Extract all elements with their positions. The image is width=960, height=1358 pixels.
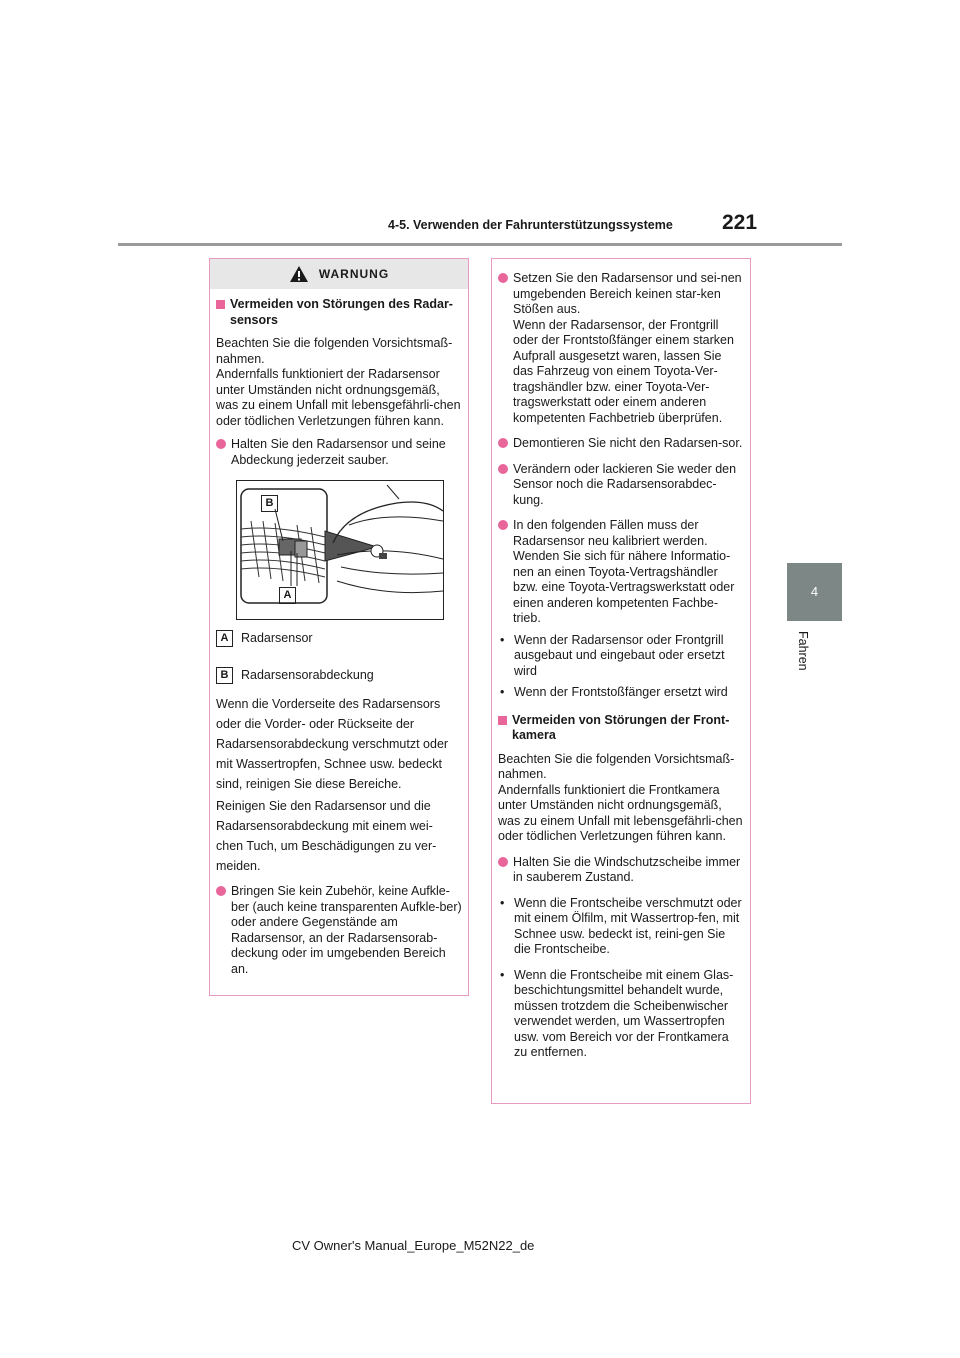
- warning-header: [210, 259, 468, 289]
- sub-bullet-text: Wenn die Frontscheibe verschmutzt oder mit einem Ölfilm, mit Wassertrop-fen, mit Schnee usw. bedeckt ist, reini-gen Sie die Frontscheibe.: [514, 895, 742, 956]
- list-item: [498, 462, 744, 509]
- sub-list-item: [498, 633, 744, 680]
- sub-bullet-mark: •: [500, 967, 505, 982]
- chapter-tab[interactable]: 4: [787, 563, 842, 621]
- warning-heading: WARNUNG: [318, 267, 390, 281]
- sub-bullet-text: Wenn der Frontstoßfänger ersetzt wird: [514, 685, 728, 699]
- header-rule: [118, 243, 842, 246]
- bullet-dot-icon: [498, 857, 508, 867]
- warning-icon: [289, 265, 309, 283]
- camera-section-heading: [498, 713, 744, 744]
- legend-item: [216, 667, 462, 684]
- legend-item: [216, 630, 462, 647]
- camera-intro: Beachten Sie die folgenden Vorsichtsmaß-nahmen. Andernfalls funktioniert die Frontkamera unter Umständen nicht ordnungsgemäß, was zu einem Unfall mit lebensgefährli-chen oder tödlichen Verletzungen führen kann.: [498, 751, 743, 843]
- list-item: [216, 884, 462, 977]
- list-item: [216, 437, 462, 468]
- sub-bullet-text: Wenn der Radarsensor oder Frontgrill ausgebaut und eingebaut oder ersetzt wird: [514, 632, 725, 678]
- radar-intro: Beachten Sie die folgenden Vorsichtsmaß-nahmen. Andernfalls funktioniert der Radarsensor unter Umständen nicht ordnungsgemäß, was zu einem Unfall mit lebensgefährli-chen oder tödlichen Verletzungen führen kann.: [216, 336, 461, 428]
- text-line: sind, reinigen Sie diese Bereiche.: [216, 777, 402, 791]
- page-number: 221: [722, 211, 758, 234]
- sub-bullet-mark: •: [500, 685, 505, 699]
- sub-bullet-mark: •: [500, 632, 505, 647]
- legend-text: Radarsensor: [241, 630, 313, 645]
- bullet-text: Halten Sie die Windschutzscheibe immer in sauberem Zustand.: [513, 854, 741, 884]
- list-item: [498, 436, 744, 452]
- radar-section-title: Vermeiden von Störungen des Radar-sensors: [230, 297, 453, 327]
- bullet-dot-icon: [498, 464, 508, 474]
- square-bullet-icon: [216, 300, 225, 309]
- callout-b: B: [261, 495, 278, 512]
- bullet-dot-icon: [216, 886, 226, 896]
- text-line: Radarsensorabdeckung verschmutzt oder: [216, 737, 449, 751]
- text-line: oder die Vorder- oder Rückseite der: [216, 717, 415, 731]
- text-line: chen Tuch, um Beschädigungen zu ver-: [216, 839, 437, 853]
- bullet-text: Setzen Sie den Radarsensor und sei-nen umgebenden Bereich keinen star-ken Stößen aus. Wenn der Radarsensor, der Frontgrill oder der Frontstoßfänger einem starken Aufprall ausgesetzt waren, lassen Sie das Fahrzeug von einem Toyota-Ver-tragshändler bzw. einer Toyota-Ver-tragswerkstatt oder einem anderen kompetenten Fachbetrieb überprüfen.: [513, 271, 742, 425]
- bullet-text: In den folgenden Fällen muss der Radarsensor neu kalibriert werden. Wenden Sie sich für nähere Informatio-nen an einen Toyota-Vertragshändler bzw. eine Toyota-Vertragswerkstatt oder einen anderen kompetenten Fachbe-trieb.: [513, 518, 735, 625]
- bullet-text: Halten Sie den Radarsensor und seine Abdeckung jederzeit sauber.: [231, 437, 446, 467]
- bullet-dot-icon: [498, 520, 508, 530]
- square-bullet-icon: [498, 716, 507, 725]
- wipe-paragraph: [216, 796, 462, 876]
- warning-box: [209, 258, 469, 996]
- text-line: Radarsensorabdeckung mit einem wei-: [216, 819, 433, 833]
- sub-bullet-mark: •: [500, 895, 505, 910]
- legend-badge: A: [216, 630, 233, 647]
- callout-a: A: [279, 587, 296, 604]
- cleaning-paragraph: [216, 694, 462, 794]
- legend-text: Radarsensorabdeckung: [241, 667, 374, 682]
- bullet-text: Verändern oder lackieren Sie weder den Sensor noch die Radarsensorabdec-kung.: [513, 461, 737, 507]
- bullet-text: Demontieren Sie nicht den Radarsen-sor.: [513, 436, 743, 450]
- bullet-dot-icon: [498, 273, 508, 283]
- text-line: Reinigen Sie den Radarsensor und die: [216, 799, 431, 813]
- camera-section-title: Vermeiden von Störungen der Front-kamera: [512, 712, 730, 742]
- list-item: [498, 271, 744, 426]
- radar-section-heading: [216, 297, 462, 328]
- section-title: 4-5. Verwenden der Fahrunterstützungssysteme: [388, 218, 673, 232]
- bullet-dot-icon: [498, 438, 508, 448]
- footer-manual-id: CV Owner's Manual_Europe_M52N22_de: [292, 1238, 535, 1253]
- text-line: mit Wassertropfen, Schnee usw. bedeckt: [216, 757, 443, 771]
- legend-badge: B: [216, 667, 233, 684]
- sub-bullet-text: Wenn die Frontscheibe mit einem Glas-beschichtungsmittel behandelt wurde, müssen trotzdem die Scheibenwischer verwendet werden, um Wassertropfen usw. vom Bereich vor der Frontkamera zu entfernen.: [514, 967, 734, 1059]
- text-line: meiden.: [216, 859, 261, 873]
- chapter-label: Fahren: [796, 631, 810, 671]
- warning-continuation-box: [491, 258, 751, 1104]
- bullet-dot-icon: [216, 439, 226, 449]
- list-item: [498, 855, 744, 886]
- sub-list-item: [498, 896, 744, 958]
- sub-list-item: [498, 685, 744, 701]
- text-line: Wenn die Vorderseite des Radarsensors: [216, 697, 441, 711]
- sub-list-item: [498, 968, 744, 1061]
- radar-sensor-figure: [236, 480, 444, 620]
- bullet-text: Bringen Sie kein Zubehör, keine Aufkle-ber (auch keine transparenten Aufkle-ber) oder andere Gegenstände am Radarsensor, an der Radarsensorab-deckung oder im umgebenden Bereich an.: [231, 884, 462, 976]
- list-item: [498, 518, 744, 627]
